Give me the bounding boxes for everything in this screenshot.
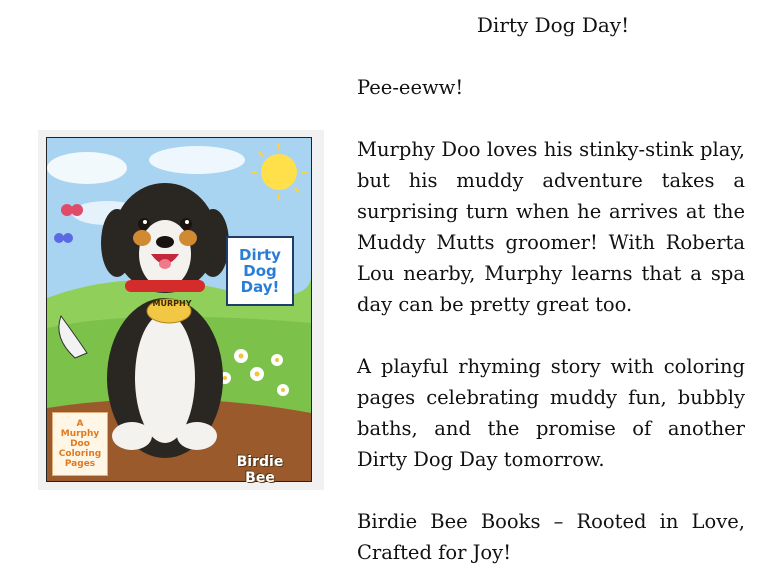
series-line: Pages <box>64 459 96 469</box>
intro-text: Pee-eeww! <box>357 76 464 99</box>
badge-line: Dog <box>243 262 277 280</box>
series-line: Coloring <box>58 449 102 459</box>
cover-title-badge <box>226 236 294 306</box>
page-title: Dirty Dog Day! <box>476 13 630 37</box>
description-column <box>357 72 745 568</box>
series-line: Murphy <box>60 429 100 439</box>
collar <box>125 280 205 292</box>
badge-line: Dirty <box>239 246 281 264</box>
description-paragraph: Murphy Doo loves his stinky-stink play, but his muddy adventure takes a surprising turn when he arrives at the Muddy Mutts groomer! With Roberta Lou nearby, Murphy learns that a spa day can be pretty great too. <box>357 138 745 316</box>
dog-tag-label: MURPHY <box>152 299 192 308</box>
series-logo <box>52 412 108 476</box>
cover-brand: Birdie Bee <box>236 454 284 486</box>
badge-line: Day! <box>240 278 280 296</box>
series-line: A <box>76 419 84 429</box>
tagline: Birdie Bee Books – Rooted in Love, Crafted for Joy! <box>357 510 745 564</box>
series-line: Doo <box>70 439 90 449</box>
description-paragraph: A playful rhyming story with coloring pages celebrating muddy fun, bubbly baths, and the promise of another Dirty Dog Day tomorrow. <box>357 355 745 471</box>
sun-icon <box>261 154 297 190</box>
